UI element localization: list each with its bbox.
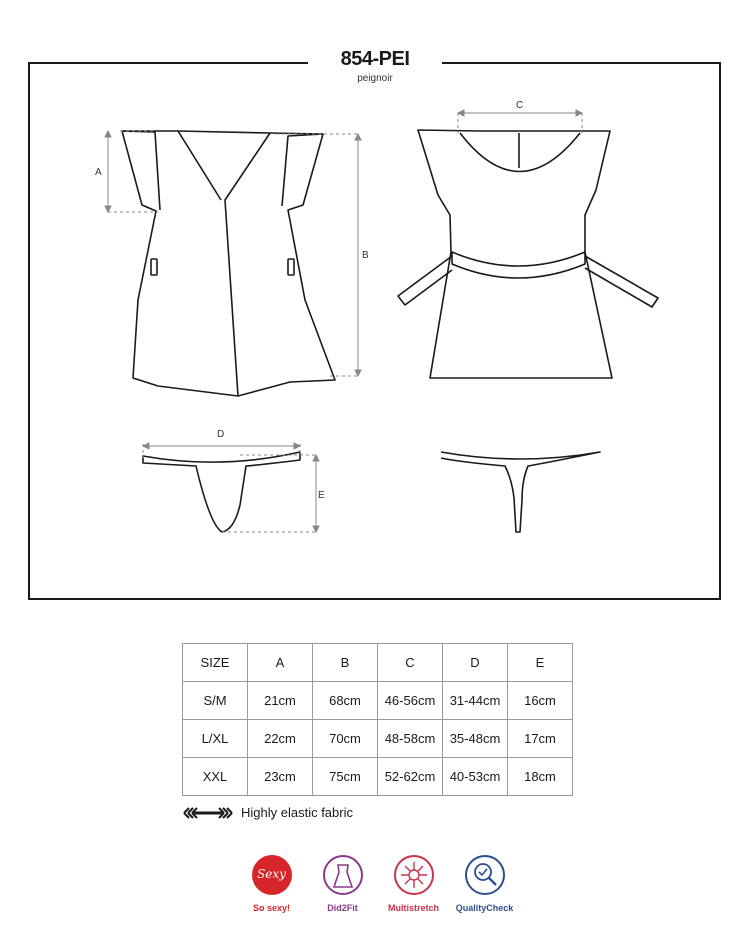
table-cell: L/XL: [183, 720, 248, 758]
dress-fit-icon: [323, 855, 363, 895]
header-cell: A: [248, 644, 313, 682]
table-row: [183, 720, 573, 758]
thong-front: [143, 452, 300, 532]
fabric-note: [182, 805, 353, 820]
table-cell: S/M: [183, 682, 248, 720]
feature-did2fit: [307, 855, 378, 913]
table-cell: 21cm: [248, 682, 313, 720]
robe-sleeve-left: [122, 131, 160, 210]
stretch-arrow-icon: [182, 806, 234, 820]
table-row: [183, 682, 573, 720]
size-table: [182, 643, 573, 796]
thong-back: [441, 452, 600, 532]
header-cell: B: [313, 644, 378, 682]
robe-back-hood: [460, 133, 580, 172]
header-cell: E: [508, 644, 573, 682]
table-cell: 75cm: [313, 758, 378, 796]
robe-front-right: [238, 133, 335, 396]
table-cell: XXL: [183, 758, 248, 796]
multistretch-icon: [394, 855, 434, 895]
dimension-label-d: D: [217, 429, 225, 440]
table-cell: 18cm: [508, 758, 573, 796]
product-type: peignoir: [357, 73, 393, 84]
dimension-label-e: E: [318, 490, 325, 501]
feature-icons: [236, 855, 520, 913]
dimension-label-c: C: [516, 100, 524, 111]
dimension-label-b: B: [362, 250, 369, 261]
robe-front-outline: [122, 131, 270, 396]
feature-label: Did2Fit: [327, 903, 358, 913]
belt-back: [452, 252, 585, 278]
header-cell: SIZE: [183, 644, 248, 682]
header-cell: D: [443, 644, 508, 682]
quality-check-icon: [465, 855, 505, 895]
robe-neckline: [178, 131, 221, 200]
feature-label: So sexy!: [252, 903, 291, 913]
table-cell: 48-58cm: [378, 720, 443, 758]
table-cell: 70cm: [313, 720, 378, 758]
table-cell: 22cm: [248, 720, 313, 758]
model-number: 854-PEI: [340, 48, 410, 70]
table-row: [183, 758, 573, 796]
size-table-header: [183, 644, 573, 682]
feature-multistretch: [378, 855, 449, 913]
header-cell: C: [378, 644, 443, 682]
fabric-note-label: Highly elastic fabric: [241, 805, 353, 820]
table-cell: 52-62cm: [378, 758, 443, 796]
table-cell: 35-48cm: [443, 720, 508, 758]
dimension-label-a: A: [95, 167, 102, 178]
belt-loop-right: [288, 259, 294, 275]
robe-sleeve-right: [282, 134, 323, 206]
table-cell: 23cm: [248, 758, 313, 796]
table-cell: 46-56cm: [378, 682, 443, 720]
table-cell: 17cm: [508, 720, 573, 758]
so-sexy-icon: [252, 855, 292, 895]
table-cell: 31-44cm: [443, 682, 508, 720]
feature-label: QualityCheck: [455, 903, 514, 913]
feature-label: Multistretch: [387, 903, 439, 913]
table-cell: 40-53cm: [443, 758, 508, 796]
feature-so-sexy: [236, 855, 307, 913]
table-cell: 16cm: [508, 682, 573, 720]
robe-back-outline: [418, 130, 612, 378]
so-sexy-badge-text: Sexy: [257, 867, 286, 881]
belt-loop-left: [151, 259, 157, 275]
table-cell: 68cm: [313, 682, 378, 720]
feature-qualitycheck: [449, 855, 520, 913]
